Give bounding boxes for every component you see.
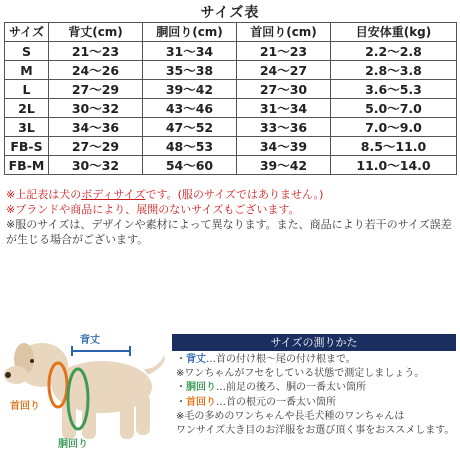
table-row [5,137,457,156]
guide-neck-desc: …首の根元の一番太い箇所 [216,396,336,408]
cell-back: 21～23 [49,42,143,61]
cell-size: L [5,80,49,99]
cell-chest: 47～52 [143,118,237,137]
cell-neck: 33～36 [237,118,331,137]
cell-weight: 3.6～5.3 [331,80,457,99]
table-row [5,118,457,137]
cell-size: 2L [5,99,49,118]
cell-neck: 39～42 [237,156,331,175]
cell-weight: 11.0～14.0 [331,156,457,175]
note-body-size-suffix: です。(服のサイズではありません。) [145,188,324,201]
cell-weight: 2.8～3.8 [331,61,457,80]
note-body-size-emphasis: ボディサイズ [81,188,146,201]
dog-measurement-illustration [2,325,170,457]
cell-size: S [5,42,49,61]
note-brand-availability: ※ブランドや商品により、展開のないサイズもございます。 [6,203,300,216]
guide-neck-row [176,396,456,410]
cell-back: 30～32 [49,156,143,175]
header-size: サイズ [5,23,49,42]
guide-back-note: ※ワンちゃんがフセをしている状態で測定しましょう。 [176,368,425,380]
note-body-size [6,187,456,202]
cell-neck: 31～34 [237,99,331,118]
cell-chest: 39～42 [143,80,237,99]
table-row [5,156,457,175]
header-weight: 目安体重(kg) [331,23,457,42]
cell-weight: 7.0～9.0 [331,118,457,137]
dog-nose [5,372,11,378]
table-row [5,99,457,118]
guide-note-line1: ※毛の多めのワンちゃんや長毛犬種のワンちゃんは [176,410,405,422]
cell-back: 27～29 [49,137,143,156]
table-row [5,61,457,80]
guide-chest-term: 胴回り [186,382,216,394]
notes-section [6,187,456,247]
bullet-icon: ・ [176,354,186,365]
cell-weight: 2.2～2.8 [331,42,457,61]
measurement-guide-header: サイズの測りかた [172,334,456,351]
cell-weight: 8.5～11.0 [331,137,457,156]
cell-neck: 24～27 [237,61,331,80]
cell-chest: 54～60 [143,156,237,175]
cell-back: 30～32 [49,99,143,118]
header-neck: 首回り(cm) [237,23,331,42]
measurement-guide-body [172,351,456,438]
guide-chest-row [176,381,456,395]
cell-back: 24～26 [49,61,143,80]
cell-chest: 31～34 [143,42,237,61]
bullet-icon: ・ [176,382,186,394]
cell-chest: 35～38 [143,61,237,80]
guide-back-desc: …首の付け根～尾の付け根まで。 [206,354,356,365]
note-size-variance: ※服のサイズは、デザインや素材によって異なります。また、商品により若干のサイズ誤差が生じる場合がございます。 [6,218,452,246]
guide-note-line2: ワンサイズ大き目のお洋服をお選び頂く事をおススメします。 [176,425,455,437]
measurement-guide [172,334,456,458]
cell-neck: 21～23 [237,42,331,61]
cell-chest: 43～46 [143,99,237,118]
table-row [5,80,457,99]
cell-size: FB-M [5,156,49,175]
dog-eye [30,359,34,363]
cell-size: FB-S [5,137,49,156]
table-row [5,42,457,61]
cell-weight: 5.0～7.0 [331,99,457,118]
cell-chest: 48～53 [143,137,237,156]
guide-chest-desc: …前足の後ろ、胴の一番太い箇所 [216,382,366,394]
cell-neck: 34～39 [237,137,331,156]
neck-label: 首回り [10,401,40,412]
cell-back: 27～29 [49,80,143,99]
note-body-size-prefix: ※上記表は犬の [6,188,82,201]
cell-neck: 27～30 [237,80,331,99]
chest-label: 胴回り [58,439,88,450]
size-table [4,22,457,175]
guide-neck-term: 首回り [186,396,216,408]
guide-back-term: 背丈 [186,354,206,365]
back-length-label: 背丈 [80,335,100,346]
header-chest: 胴回り(cm) [143,23,237,42]
cell-size: M [5,61,49,80]
header-back-length: 背丈(cm) [49,23,143,42]
bullet-icon: ・ [176,396,186,408]
guide-back-row [176,353,456,367]
cell-size: 3L [5,118,49,137]
page-title: サイズ表 [200,5,260,21]
table-header-row [5,23,457,42]
cell-back: 34～36 [49,118,143,137]
